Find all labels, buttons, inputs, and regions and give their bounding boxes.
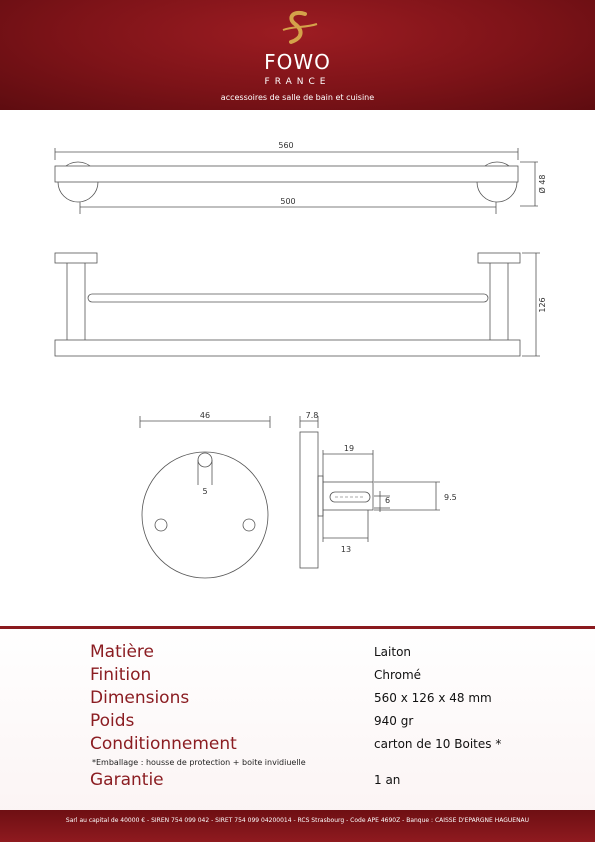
dim-inner-length: 500 (280, 197, 296, 206)
spec-value-dimensions: 560 x 126 x 48 mm (374, 691, 492, 705)
spec-label-finition: Finition (90, 665, 152, 685)
dim-overall-length: 560 (278, 141, 294, 150)
packaging-note: *Emballage : housse de protection + boite invidiuelle (92, 758, 306, 767)
brand-name: FOWO (264, 50, 331, 74)
dim-tube-height: 9.5 (444, 493, 457, 502)
dim-slot-height: 6 (385, 496, 391, 505)
spec-label-garantie: Garantie (90, 770, 164, 790)
fowo-logo-icon (279, 8, 319, 48)
spec-value-poids: 940 gr (374, 714, 414, 728)
footer-bar (0, 810, 595, 842)
spec-label-matiere: Matière (90, 642, 155, 662)
spec-label-poids: Poids (90, 711, 135, 731)
brand-tagline: accessoires de salle de bain et cuisine (220, 93, 375, 102)
dim-diameter: Ø 48 (538, 174, 547, 194)
spec-value-garantie: 1 an (374, 773, 401, 787)
footer-legal: Sarl au capital de 40000 € - SIREN 754 099 042 - SIRET 754 099 04200014 - RCS Strasbourg - Code APE 4690Z - Banque : CAISSE D'EPARGNE HAGUENAU (65, 817, 530, 824)
spec-label-dimensions: Dimensions (90, 688, 190, 708)
technical-drawing (0, 110, 595, 620)
dim-small-hole: 5 (202, 487, 208, 496)
dim-slot-length: 13 (340, 545, 352, 554)
dim-plate-diameter: 46 (199, 411, 211, 420)
spec-value-conditionnement: carton de 10 Boites * (374, 737, 502, 751)
spec-value-matiere: Laiton (374, 645, 412, 659)
spec-value-finition: Chromé (374, 668, 422, 682)
dim-plate-thickness: 7.8 (305, 411, 319, 420)
brand-country: FRANCE (264, 77, 331, 87)
header-banner (0, 0, 595, 110)
dim-depth: 19 (343, 444, 355, 453)
dim-height: 126 (538, 297, 547, 313)
spec-label-conditionnement: Conditionnement (90, 734, 237, 754)
section-divider (0, 626, 595, 629)
